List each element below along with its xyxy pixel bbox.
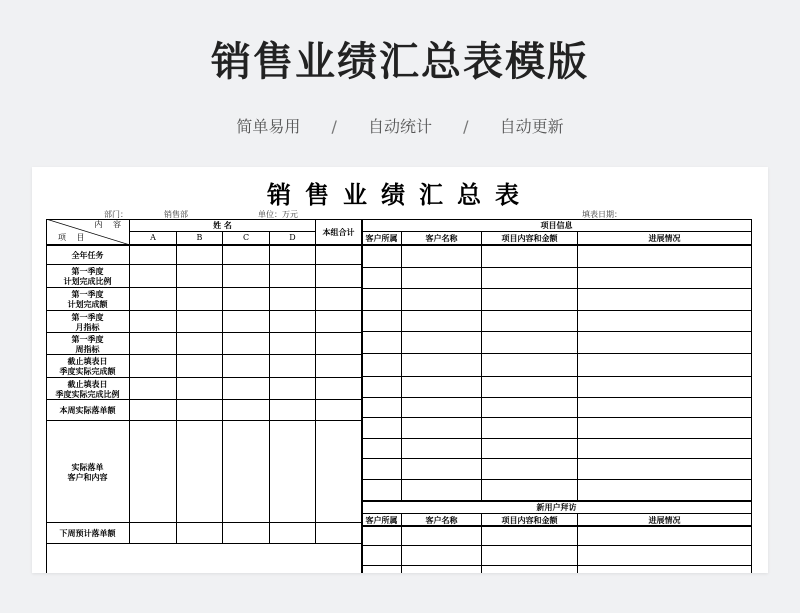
visit-cell[interactable] — [362, 526, 402, 546]
data-cell[interactable] — [270, 421, 316, 523]
data-cell[interactable] — [177, 400, 223, 421]
tag-separator: / — [331, 117, 337, 136]
info-cell[interactable] — [482, 311, 578, 332]
visit-sub-2[interactable]: 项目内容和金额 — [482, 514, 578, 526]
data-cell[interactable] — [316, 523, 362, 544]
sheet-title: 销售业绩汇总表 — [267, 180, 533, 209]
info-cell[interactable] — [578, 377, 752, 398]
info-cell[interactable] — [402, 418, 482, 439]
info-cell[interactable] — [578, 480, 752, 501]
data-cell[interactable] — [177, 311, 223, 333]
visit-cell[interactable] — [482, 546, 578, 566]
summary-table — [46, 219, 752, 573]
header-name[interactable]: 姓 名 — [130, 219, 316, 232]
info-cell[interactable] — [578, 311, 752, 332]
header-content-item-cell[interactable] — [46, 219, 130, 245]
data-cell[interactable] — [316, 265, 362, 288]
data-cell[interactable] — [223, 400, 270, 421]
data-cell[interactable] — [316, 421, 362, 523]
page-title: 销售业绩汇总表模版 — [211, 39, 589, 85]
info-cell[interactable] — [578, 332, 752, 354]
row-label-5[interactable]: 截止填表日 季度实际完成额 — [46, 355, 130, 378]
info-cell[interactable] — [578, 459, 752, 480]
header-sub-2[interactable]: 项目内容和金额 — [482, 232, 578, 245]
info-cell[interactable] — [482, 418, 578, 439]
header-col-a[interactable]: A — [130, 232, 177, 245]
data-cell[interactable] — [316, 311, 362, 333]
info-cell[interactable] — [482, 480, 578, 501]
data-cell[interactable] — [177, 288, 223, 311]
data-cell[interactable] — [316, 288, 362, 311]
tag-auto-update: 自动更新 — [499, 117, 564, 136]
info-cell[interactable] — [362, 377, 402, 398]
tag-auto-stat: 自动统计 — [367, 117, 432, 136]
info-cell[interactable] — [402, 480, 482, 501]
row-label-7[interactable]: 本周实际落单额 — [46, 400, 130, 421]
info-cell[interactable] — [402, 311, 482, 332]
data-cell[interactable] — [177, 333, 223, 355]
visit-divider — [362, 500, 752, 502]
info-cell[interactable] — [362, 289, 402, 311]
data-cell[interactable] — [270, 288, 316, 311]
row-label-6[interactable]: 截止填表日 季度实际完成比例 — [46, 378, 130, 400]
info-cell[interactable] — [402, 439, 482, 459]
data-cell[interactable] — [130, 265, 177, 288]
info-cell[interactable] — [402, 268, 482, 289]
visit-sub-3[interactable]: 进展情况 — [578, 514, 752, 526]
row-label-3[interactable]: 第一季度 月指标 — [46, 311, 130, 333]
visit-cell[interactable] — [362, 566, 402, 573]
info-cell[interactable] — [402, 459, 482, 480]
data-cell[interactable] — [316, 378, 362, 400]
info-cell[interactable] — [578, 418, 752, 439]
info-cell[interactable] — [402, 398, 482, 418]
tag-separator: / — [463, 117, 469, 136]
visit-cell[interactable] — [578, 546, 752, 566]
visit-cell[interactable] — [402, 566, 482, 573]
data-cell[interactable] — [177, 245, 223, 265]
header-project-info[interactable]: 项目信息 — [362, 219, 752, 232]
info-cell[interactable] — [578, 289, 752, 311]
spreadsheet-preview — [32, 167, 768, 573]
info-cell[interactable] — [362, 332, 402, 354]
info-cell[interactable] — [362, 311, 402, 332]
row-label-1[interactable]: 第一季度 计划完成比例 — [46, 265, 130, 288]
header-col-d[interactable]: D — [270, 232, 316, 245]
data-cell[interactable] — [223, 311, 270, 333]
info-cell[interactable] — [578, 354, 752, 377]
section-divider — [361, 219, 363, 573]
data-cell[interactable] — [316, 333, 362, 355]
row-label-4[interactable]: 第一季度 周指标 — [46, 333, 130, 355]
info-cell[interactable] — [578, 245, 752, 268]
info-cell[interactable] — [402, 377, 482, 398]
header-sub-1[interactable]: 客户名称 — [402, 232, 482, 245]
info-cell[interactable] — [362, 354, 402, 377]
data-cell[interactable] — [316, 245, 362, 265]
fill-date-label: 填表日期： — [582, 210, 622, 219]
visit-cell[interactable] — [578, 526, 752, 546]
info-cell[interactable] — [482, 289, 578, 311]
data-cell[interactable] — [270, 355, 316, 378]
dept-value: 销售部 — [164, 210, 188, 219]
data-cell[interactable] — [223, 421, 270, 523]
data-cell[interactable] — [223, 333, 270, 355]
info-cell[interactable] — [402, 289, 482, 311]
row-label-0[interactable]: 全年任务 — [46, 245, 130, 265]
row-label-8[interactable]: 实际落单 客户和内容 — [46, 421, 130, 523]
data-cell[interactable] — [316, 355, 362, 378]
data-cell[interactable] — [316, 400, 362, 421]
data-cell[interactable] — [270, 311, 316, 333]
data-cell[interactable] — [270, 523, 316, 544]
data-cell[interactable] — [130, 523, 177, 544]
info-cell[interactable] — [482, 439, 578, 459]
data-cell[interactable] — [223, 288, 270, 311]
visit-sub-0[interactable]: 客户所属 — [362, 514, 402, 526]
data-cell[interactable] — [270, 400, 316, 421]
data-cell[interactable] — [177, 378, 223, 400]
data-cell[interactable] — [130, 421, 177, 523]
header-sub-3[interactable]: 进展情况 — [578, 232, 752, 245]
data-cell[interactable] — [223, 265, 270, 288]
data-cell[interactable] — [270, 378, 316, 400]
info-cell[interactable] — [362, 459, 402, 480]
info-cell[interactable] — [362, 245, 402, 268]
data-cell[interactable] — [177, 523, 223, 544]
header-content-label: 内 容 — [94, 220, 125, 229]
info-cell[interactable] — [362, 398, 402, 418]
info-cell[interactable] — [482, 459, 578, 480]
data-cell[interactable] — [130, 355, 177, 378]
info-cell[interactable] — [402, 245, 482, 268]
data-cell[interactable] — [177, 265, 223, 288]
tagline — [0, 114, 800, 137]
data-cell[interactable] — [130, 311, 177, 333]
info-cell[interactable] — [362, 418, 402, 439]
info-cell[interactable] — [402, 354, 482, 377]
info-cell[interactable] — [578, 268, 752, 289]
info-cell[interactable] — [482, 268, 578, 289]
header-divider — [46, 244, 752, 246]
data-cell[interactable] — [130, 333, 177, 355]
header-item-label: 项 目 — [58, 233, 89, 242]
info-cell[interactable] — [578, 398, 752, 418]
data-cell[interactable] — [130, 400, 177, 421]
info-cell[interactable] — [362, 439, 402, 459]
unit-label: 单位：万元 — [258, 210, 298, 219]
visit-header-divider — [362, 525, 752, 527]
header-new-visit[interactable]: 新用户拜访 — [362, 501, 752, 514]
visit-cell[interactable] — [402, 526, 482, 546]
info-cell[interactable] — [578, 439, 752, 459]
info-cell[interactable] — [362, 480, 402, 501]
row-label-2[interactable]: 第一季度 计划完成额 — [46, 288, 130, 311]
data-cell[interactable] — [270, 265, 316, 288]
header-col-b[interactable]: B — [177, 232, 223, 245]
data-cell[interactable] — [130, 288, 177, 311]
data-cell[interactable] — [177, 355, 223, 378]
info-cell[interactable] — [482, 398, 578, 418]
header-group-total[interactable]: 本组合计 — [316, 219, 362, 245]
visit-cell[interactable] — [402, 546, 482, 566]
visit-cell[interactable] — [482, 526, 578, 546]
header-sub-0[interactable]: 客户所属 — [362, 232, 402, 245]
visit-sub-1[interactable]: 客户名称 — [402, 514, 482, 526]
data-cell[interactable] — [177, 421, 223, 523]
info-cell[interactable] — [482, 354, 578, 377]
info-cell[interactable] — [362, 268, 402, 289]
data-cell[interactable] — [130, 245, 177, 265]
info-cell[interactable] — [482, 245, 578, 268]
header-col-c[interactable]: C — [223, 232, 270, 245]
visit-cell[interactable] — [482, 566, 578, 573]
data-cell[interactable] — [130, 378, 177, 400]
data-cell[interactable] — [223, 523, 270, 544]
tag-easy: 简单易用 — [236, 117, 301, 136]
data-cell[interactable] — [223, 245, 270, 265]
dept-label: 部门： — [104, 210, 128, 219]
data-cell[interactable] — [223, 355, 270, 378]
info-cell[interactable] — [482, 377, 578, 398]
data-cell[interactable] — [270, 333, 316, 355]
data-cell[interactable] — [270, 245, 316, 265]
row-label-9[interactable]: 下周预计落单额 — [46, 523, 130, 544]
info-cell[interactable] — [402, 332, 482, 354]
visit-cell[interactable] — [362, 546, 402, 566]
info-cell[interactable] — [482, 332, 578, 354]
data-cell[interactable] — [223, 378, 270, 400]
visit-cell[interactable] — [578, 566, 752, 573]
